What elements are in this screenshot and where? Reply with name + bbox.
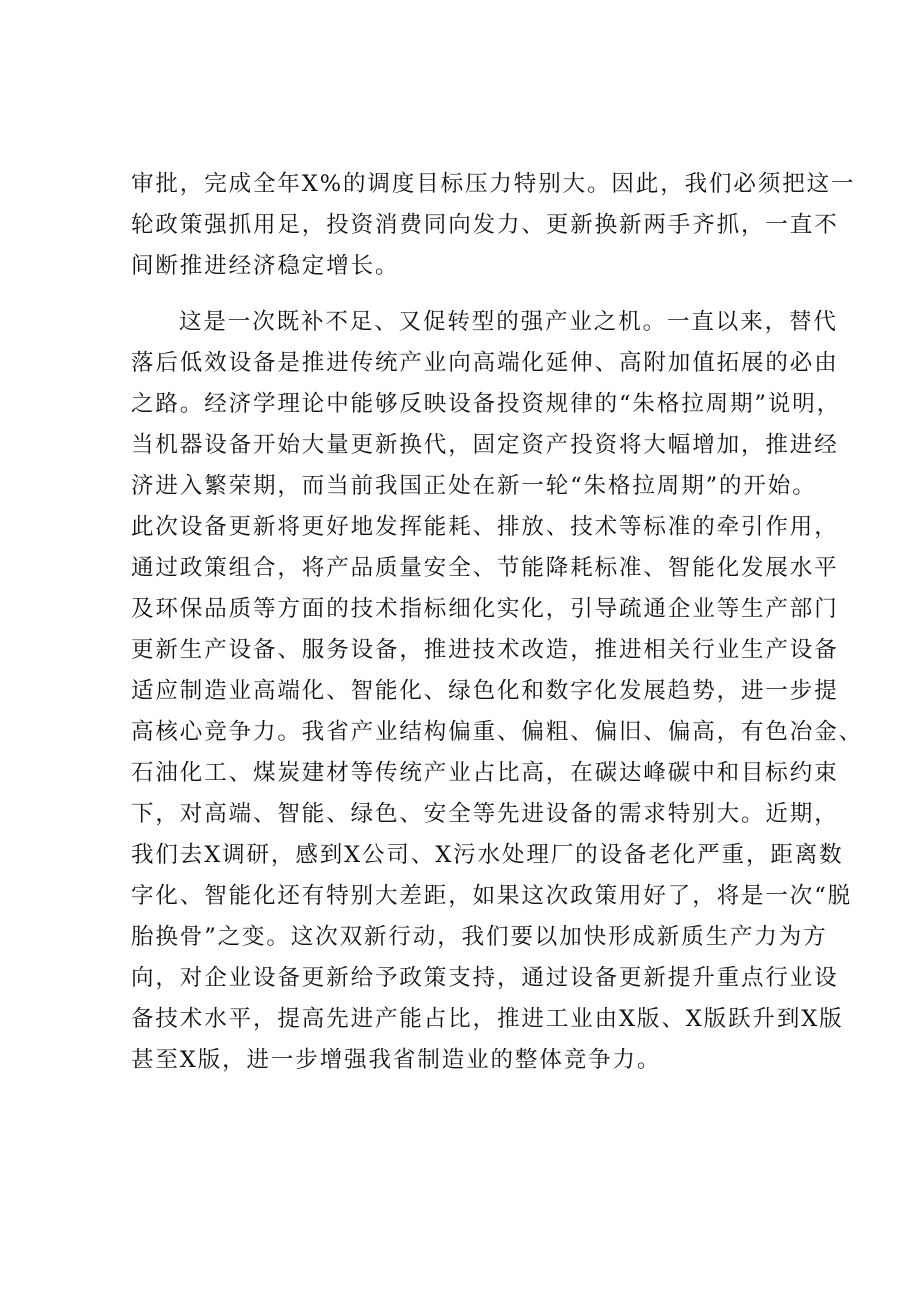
text-line: 石油化工、煤炭建材等传统产业占比高，在碳达峰碳中和目标约束 bbox=[131, 760, 839, 786]
text-line: 通过政策组合，将产品质量安全、节能降耗标准、智能化发展水平 bbox=[131, 555, 839, 581]
text-line: 高核心竞争力。我省产业结构偏重、偏粗、偏旧、偏高，有色冶金、 bbox=[131, 719, 864, 745]
text-line: 向，对企业设备更新给予政策支持，通过设备更新提升重点行业设 bbox=[131, 965, 839, 991]
text-line: 轮政策强抓用足，投资消费同向发力、更新换新两手齐抓，一直不 bbox=[131, 212, 839, 238]
text-line: 胎换骨”之变。这次双新行动，我们要以加快形成新质生产力为方 bbox=[131, 924, 828, 950]
text-line: 之路。经济学理论中能够反映设备投资规律的“朱格拉周期”说明， bbox=[131, 391, 842, 417]
text-line: 济进入繁荣期，而当前我国正处在新一轮“朱格拉周期”的开始。 bbox=[131, 473, 817, 499]
text-line: 当机器设备开始大量更新换代，固定资产投资将大幅增加，推进经 bbox=[131, 432, 839, 458]
text-line: 间断推进经济稳定增长。 bbox=[131, 253, 400, 279]
text-line: 下，对高端、智能、绿色、安全等先进设备的需求特别大。近期， bbox=[131, 801, 839, 827]
text-line: 甚至X版，进一步增强我省制造业的整体竞争力。 bbox=[131, 1047, 662, 1073]
text-line: 及环保品质等方面的技术指标细化实化，引导疏通企业等生产部门 bbox=[131, 596, 839, 622]
text-line: 我们去X调研，感到X公司、X污水处理厂的设备老化严重，距离数 bbox=[131, 842, 844, 868]
text-line: 更新生产设备、服务设备，推进技术改造，推进相关行业生产设备 bbox=[131, 637, 839, 663]
text-line: 落后低效设备是推进传统产业向高端化延伸、高附加值拓展的必由 bbox=[131, 350, 839, 376]
text-line: 这是一次既补不足、又促转型的强产业之机。一直以来，替代 bbox=[179, 309, 838, 335]
text-line: 备技术水平，提高先进产能占比，推进工业由X版、X版跃升到X版 bbox=[131, 1006, 844, 1032]
paragraph-2 bbox=[131, 302, 864, 1081]
text-line: 适应制造业高端化、智能化、绿色化和数字化发展趋势，进一步提 bbox=[131, 678, 839, 704]
text-line: 审批，完成全年X%的调度目标压力特别大。因此，我们必须把这一 bbox=[131, 171, 856, 197]
text-line: 字化、智能化还有特别大差距，如果这次政策用好了，将是一次“脱 bbox=[131, 883, 853, 909]
text-line: 此次设备更新将更好地发挥能耗、排放、技术等标准的牵引作用， bbox=[131, 514, 839, 540]
paragraph-1 bbox=[131, 164, 856, 287]
